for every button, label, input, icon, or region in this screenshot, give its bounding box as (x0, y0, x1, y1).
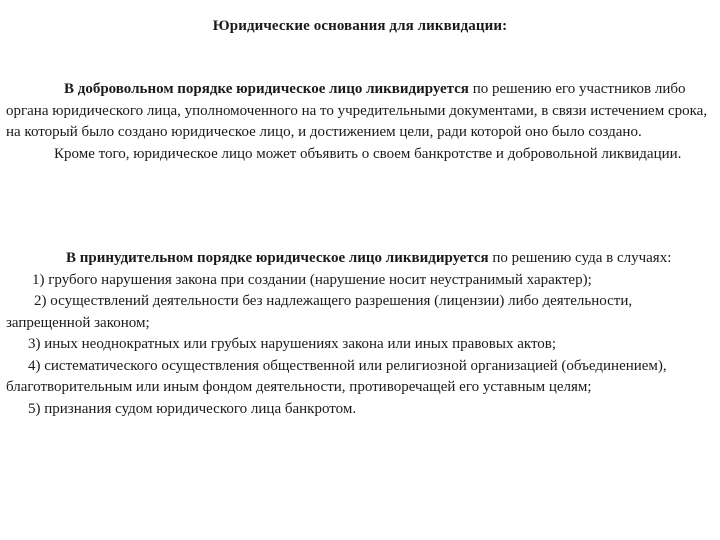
voluntary-lead: В добровольном порядке юридическое лицо ликвидируется (64, 81, 469, 97)
list-item: 2) осуществлений деятельности без надлежащего разрешения (лицензии) либо деятельности, запрещенной законом; (6, 293, 633, 331)
page-title: Юридические основания для ликвидации: (212, 18, 508, 34)
compulsory-liquidation-section (6, 248, 712, 420)
voluntary-extra-paragraph: Кроме того, юридическое лицо может объявить о своем банкротстве и добровольной ликвидации. (54, 145, 682, 162)
list-item: 3) иных неоднократных или грубых нарушениях закона или иных правовых актов; (28, 336, 557, 352)
list-item: 4) систематического осуществления общественной или религиозной организацией (объединением), благотворительным или иным фондом деятельности, противоречащей его уставным целям; (6, 357, 667, 395)
voluntary-paragraph (6, 79, 712, 144)
list-item: 5) признания судом юридического лица банкротом. (28, 400, 357, 417)
compulsory-paragraph (6, 248, 712, 270)
list-item: 1) грубого нарушения закона при создании (нарушение носит неустранимый характер); (32, 271, 592, 288)
compulsory-lead: В принудительном порядке юридическое лицо ликвидируется (66, 250, 489, 266)
compulsory-text: по решению суда в случаях: (488, 250, 672, 266)
voluntary-liquidation-section (6, 79, 712, 165)
voluntary-text: по решению его участников либо органа юридического лица, уполномоченного на то учредительными документами, в связи истечением срока, на который было создано юридическое лицо, и достижением цели, ради которой оно было создано. (6, 81, 708, 140)
